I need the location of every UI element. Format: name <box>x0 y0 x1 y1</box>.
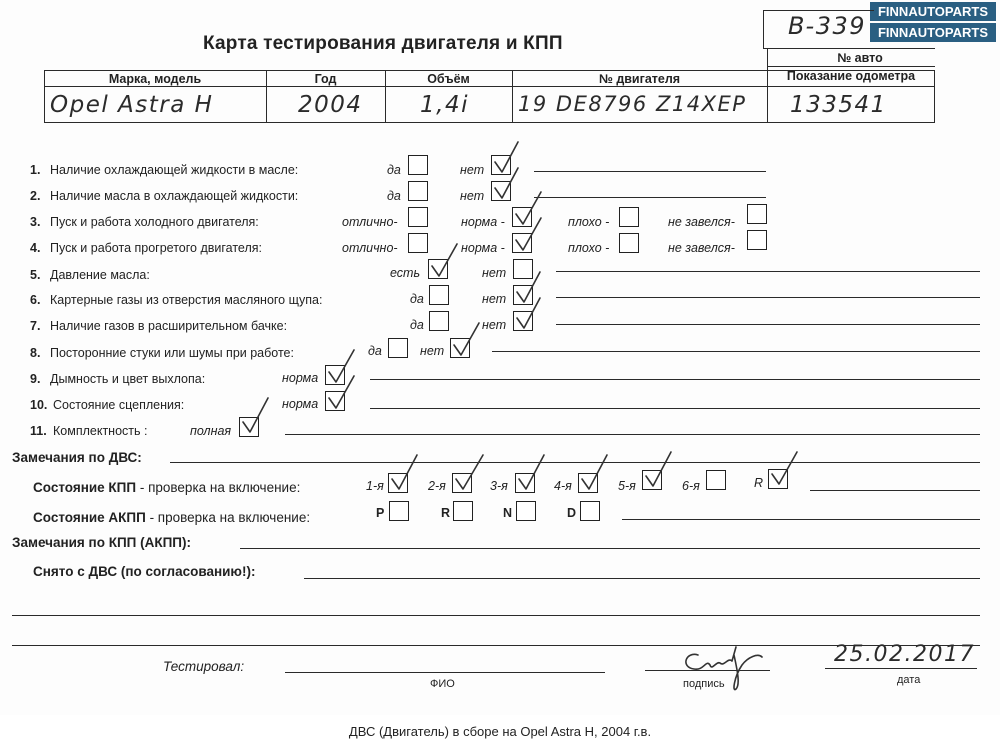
item-3-opt-excellent: отлично- <box>342 215 398 229</box>
item-6-number: 6. <box>30 293 41 307</box>
akpp-mode-p-label: P <box>376 506 385 520</box>
item-6-opt-yes: да <box>410 292 424 306</box>
value-engine-no: 19 DE8796 Z14XEP <box>518 92 747 116</box>
gear-3-label: 3-я <box>490 479 508 493</box>
item-1-yes-checkbox[interactable] <box>408 155 428 175</box>
remarks-kpp-label: Замечания по КПП (АКПП): <box>12 535 191 550</box>
akpp-mode-r-checkbox[interactable] <box>453 501 473 521</box>
gear-5-label: 5-я <box>618 479 636 493</box>
gear-3-checkmark <box>516 453 548 497</box>
item-8-checkmark <box>451 321 483 363</box>
item-3-bad-checkbox[interactable] <box>619 207 639 227</box>
gear-2-label: 2-я <box>428 479 446 493</box>
kpp-label-suffix: - проверка на включение: <box>136 480 301 495</box>
item-11-number: 11. <box>30 424 47 438</box>
item-8-yes-checkbox[interactable] <box>388 338 408 358</box>
item-4-label: Пуск и работа прогретого двигателя: <box>50 241 262 255</box>
item-3-opt-bad: плохо - <box>568 215 610 229</box>
gear-r-checkmark <box>769 450 801 492</box>
date-value: 25.02.2017 <box>834 642 975 667</box>
header-odometer: Показание одометра <box>786 69 916 83</box>
item-10-checkmark <box>326 374 358 416</box>
akpp-mode-n-label: N <box>503 506 513 520</box>
item-8-opt-no: нет <box>420 344 445 358</box>
item-11-checkmark <box>240 396 272 440</box>
item-6-yes-checkbox[interactable] <box>429 285 449 305</box>
date-label: дата <box>897 674 921 686</box>
item-4-not-started-checkbox[interactable] <box>747 230 767 250</box>
gear-6-checkbox[interactable] <box>706 470 726 490</box>
item-5-checkmark <box>429 242 461 284</box>
kpp-label <box>33 480 300 495</box>
akpp-label-suffix: - проверка на включение: <box>145 510 311 525</box>
item-7-number: 7. <box>30 319 41 333</box>
akpp-mode-p-checkbox[interactable] <box>389 501 409 521</box>
gear-5-checkmark <box>643 450 675 494</box>
item-5-opt-no: нет <box>482 266 507 280</box>
item-9-opt-normal: норма <box>282 371 319 385</box>
header-year: Год <box>314 72 337 86</box>
item-4-checkmark <box>513 216 545 258</box>
item-7-yes-checkbox[interactable] <box>429 311 449 331</box>
item-2-opt-no: нет <box>460 189 485 203</box>
item-4-bad-checkbox[interactable] <box>619 233 639 253</box>
item-7-opt-no: нет <box>482 318 507 332</box>
item-7-checkmark <box>514 296 544 336</box>
item-1-number: 1. <box>30 163 41 177</box>
value-year: 2004 <box>298 92 363 118</box>
car-number-value: B-339 <box>788 12 867 40</box>
akpp-label <box>33 510 310 525</box>
item-11-label: Комплектность : <box>53 424 148 438</box>
item-1-opt-yes: да <box>387 163 401 177</box>
item-11-opt-full: полная <box>190 424 232 438</box>
watermark-line-1: FINNAUTOPARTS <box>870 2 996 21</box>
item-2-number: 2. <box>30 189 41 203</box>
item-6-opt-no: нет <box>482 292 507 306</box>
item-5-number: 5. <box>30 268 41 282</box>
header-make-model: Марка, модель <box>108 72 202 86</box>
page-title: Карта тестирования двигателя и КПП <box>203 33 563 54</box>
item-4-opt-bad: плохо - <box>568 241 610 255</box>
gear-6-label: 6-я <box>682 479 700 493</box>
gear-1-checkmark <box>389 453 421 497</box>
item-10-opt-normal: норма <box>282 397 319 411</box>
item-5-label: Давление масла: <box>50 268 150 282</box>
akpp-mode-n-checkbox[interactable] <box>516 501 536 521</box>
item-7-opt-yes: да <box>410 318 424 332</box>
item-7-label: Наличие газов в расширительном бачке: <box>50 319 288 333</box>
item-4-excellent-checkbox[interactable] <box>408 233 428 253</box>
akpp-mode-r-label: R <box>441 506 451 520</box>
signature-label: подпись <box>683 678 725 690</box>
gear-4-checkmark <box>579 453 611 497</box>
watermark-line-2: FINNAUTOPARTS <box>870 23 996 42</box>
item-3-not-started-checkbox[interactable] <box>747 204 767 224</box>
akpp-label-bold: Состояние АКПП <box>33 510 146 525</box>
tested-by-label: Тестировал: <box>163 659 245 674</box>
item-3-number: 3. <box>30 215 41 229</box>
item-3-opt-not-started: не завелся- <box>668 215 735 229</box>
item-2-yes-checkbox[interactable] <box>408 181 428 201</box>
gear-1-label: 1-я <box>366 479 384 493</box>
item-4-number: 4. <box>30 241 41 255</box>
item-4-opt-excellent: отлично- <box>342 241 398 255</box>
item-8-label: Посторонние стуки или шумы при работе: <box>50 346 294 360</box>
item-6-label: Картерные газы из отверстия масляного щупа: <box>50 293 323 307</box>
kpp-label-bold: Состояние КПП <box>33 480 137 495</box>
item-10-number: 10. <box>30 398 48 412</box>
watermark-logo <box>870 2 996 44</box>
item-2-opt-yes: да <box>387 189 401 203</box>
value-make-model: Opel Astra H <box>50 92 214 118</box>
item-3-label: Пуск и работа холодного двигателя: <box>50 215 259 229</box>
header-volume: Объём <box>427 72 470 86</box>
remarks-engine-label: Замечания по ДВС: <box>12 450 142 465</box>
akpp-mode-d-checkbox[interactable] <box>580 501 600 521</box>
akpp-mode-d-label: D <box>567 506 577 520</box>
item-8-opt-yes: да <box>368 344 382 358</box>
car-number-label: № авто <box>837 51 883 65</box>
value-odometer: 133541 <box>790 92 887 118</box>
value-volume: 1,4i <box>420 92 469 118</box>
item-9-label: Дымность и цвет выхлопа: <box>50 372 206 386</box>
gear-2-checkmark <box>453 453 487 497</box>
fio-label: ФИО <box>430 678 455 690</box>
removed-label: Снято с ДВС (по согласованию!): <box>33 564 256 579</box>
header-engine-no: № двигателя <box>598 72 681 86</box>
item-1-opt-no: нет <box>460 163 485 177</box>
item-1-label: Наличие охлаждающей жидкости в масле: <box>50 163 299 177</box>
gear-4-label: 4-я <box>554 479 572 493</box>
item-10-label: Состояние сцепления: <box>53 398 185 412</box>
item-9-number: 9. <box>30 372 41 386</box>
item-2-label: Наличие масла в охлаждающей жидкости: <box>50 189 299 203</box>
item-5-opt-yes: есть <box>390 266 421 280</box>
item-8-number: 8. <box>30 346 41 360</box>
item-3-opt-normal: норма - <box>461 215 505 229</box>
item-4-opt-normal: норма - <box>461 241 505 255</box>
item-4-opt-not-started: не завелся- <box>668 241 735 255</box>
image-caption: ДВС (Двигатель) в сборе на Opel Astra H, 2004 г.в. <box>348 724 652 739</box>
gear-r-label: R <box>754 476 764 490</box>
item-3-excellent-checkbox[interactable] <box>408 207 428 227</box>
